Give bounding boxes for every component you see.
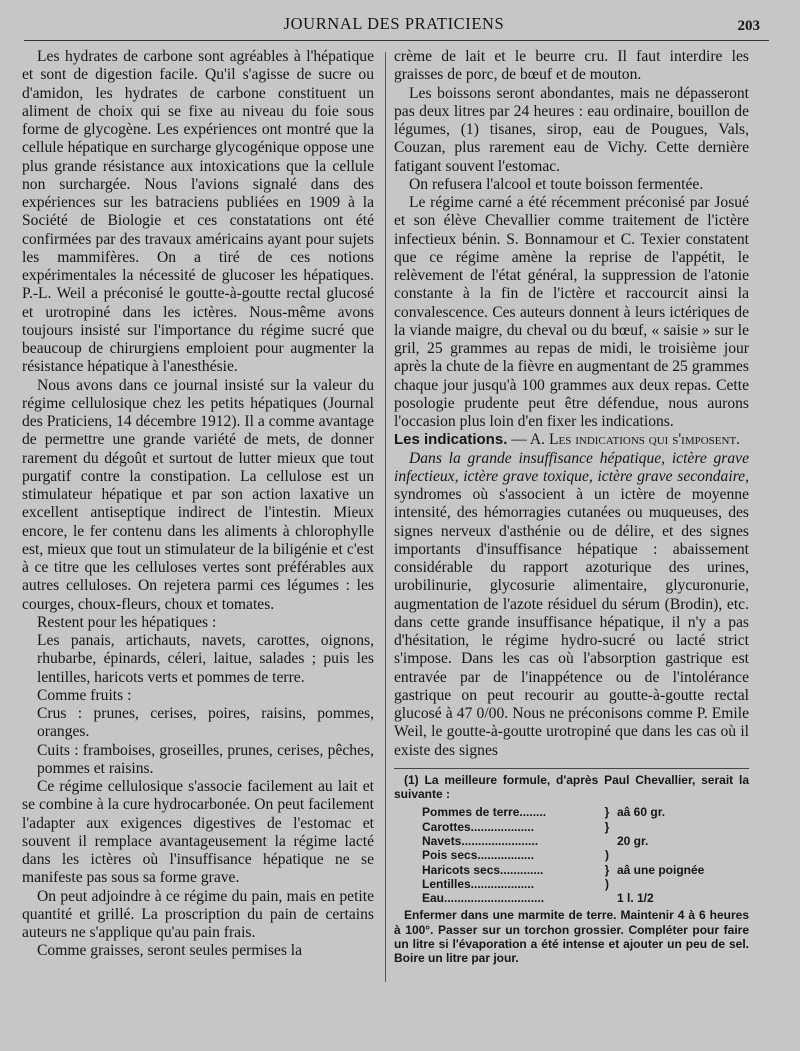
footnote (394, 773, 749, 966)
recipe-ingredient: Navets....................... (422, 833, 539, 848)
paragraph-fruits-crus: Crus : prunes, cerises, poires, raisins, pommes, oranges. (37, 705, 374, 741)
recipe-quantity (617, 877, 712, 891)
recipe-quantity: aâ une poignée (617, 862, 705, 877)
recipe-ingredient: Carottes................... (422, 819, 535, 834)
paragraph-alcool: On refusera l'alcool et toute boisson fermentée. (409, 175, 704, 193)
paragraph-indications (394, 450, 749, 760)
left-column (22, 48, 374, 961)
paragraph-associe-lait: Ce régime cellulosique s'associe facilement au lait et se combine à la cure hydrocarbonée. On peut facilement l'adapter aux exigences digestives de l'estomac et souvent il remplace avantageusement la régime lacté dans les ictères où l'insuffisance hépatique ne se manifeste pas sous sa forme grave. (22, 778, 374, 887)
recipe-table (422, 805, 712, 905)
recipe-brace (597, 891, 617, 905)
paragraph-restent: Restent pour les hépatiques : (37, 613, 217, 631)
recipe-ingredient: Haricots secs............. (422, 862, 544, 877)
recipe-quantity: 20 gr. (617, 833, 649, 848)
column-divider (385, 52, 386, 982)
recipe-brace: } (604, 862, 610, 877)
recipe-row (422, 848, 712, 862)
indications-italic: Dans la grande insuffisance hépatique, ictère grave infectieux, ictère grave toxique, ictère grave secondaire, (394, 449, 749, 485)
header-rule (24, 40, 769, 41)
recipe-row (422, 877, 712, 891)
recipe-brace: } (604, 819, 610, 834)
recipe-row (422, 863, 712, 877)
paragraph-creme-lait: crème de lait et le beurre cru. Il faut interdire les graisses de porc, de bœuf et de mouton. (394, 48, 749, 84)
recipe-row (422, 834, 712, 848)
page-number: 203 (737, 18, 760, 34)
section-heading-lead: Les indications. (394, 431, 508, 449)
recipe-quantity (617, 820, 712, 834)
indications-text: syndromes où s'associent à un ictère de moyenne intensité, des hémorragies cutanées ou muqueuses, des signes nerveux d'asthénie ou de délire, et des signes importants d'insuffisance hépatique : abaissement considérable du rapport azoturique des urines, urobilinurie, glycosurie alimentaire, glycuronurie, augmentation de l'azote résiduel du sérum (Brodin), etc. dans cette grande insuffisance hépatique, il n'y a pas d'hésitation, le régime hydro-sucré ou lacté strict s'impose. Dans les cas où l'absorption gastrique est entravée par de l'inappétence ou de l'intolérance gastrique on peut recourir au goutte-à-goutte rectal glucosé à 47 0/00. Nous ne préconisons comme P. Emile Weil, le goutte-à-goutte urotropiné que dans les cas où il existe des signes (394, 486, 749, 759)
recipe-ingredient: Eau.............................. (422, 891, 545, 906)
footnote-rule (394, 768, 749, 769)
paragraph-fruits-cuits: Cuits : framboises, groseilles, prunes, cerises, pêches, pommes et raisins. (37, 741, 374, 777)
recipe-brace: ) (605, 876, 609, 891)
footnote-instructions: Enfermer dans une marmite de terre. Maintenir 4 à 6 heures à 100°. Passer sur un torchon grossier. Compléter pour faire un litre si l'évaporation a été intense et ajouter un peu de sel. Boire un litre par jour. (394, 908, 749, 966)
paragraph-legumes-list: Les panais, artichauts, navets, carottes, oignons, rhubarbe, épinards, céleri, laitue, salades ; puis les lentilles, haricots verts et pommes de terre. (37, 632, 374, 686)
recipe-quantity (617, 848, 712, 862)
footnote-intro: (1) La meilleure formule, d'après Paul Chevallier, serait la suivante : (394, 772, 749, 802)
journal-title: JOURNAL DES PRATICIENS (283, 14, 505, 33)
paragraph-hydrates-carbone: Les hydrates de carbone sont agréables à l'hépatique et sont de digestion facile. Qu'il s'agisse de sucre ou d'amidon, les hydrates de carbone constituent un aliment de choix qui se fixe au niveau du foie sous forme de glycogène. Les expériences ont montré que la cellule hépatique en surcharge glycogénique oppose une plus grande résistance aux intoxications que la cellule non surchargée. Nous l'avions signalé dans des expériences sur les batraciens publiées en 1909 à la Société de Biologie et ces constatations ont été confirmées par des travaux américains ayant pour sujets les mammifères. On a tiré de ces notions expérimentales la nécessité de glucoser les hépatiques. P.-L. Weil a préconisé le goutte-à-goutte rectal glucosé et urotropiné dans les ictères. Nous-même avons toujours insisté sur l'importance du régime sucré que beaucoup de chirurgiens emploient pour augmenter la résistance hépatique à l'anesthésie. (22, 48, 374, 376)
recipe-brace (597, 834, 617, 848)
recipe-brace: ) (605, 848, 609, 863)
recipe-row (422, 820, 712, 834)
recipe-ingredient: Pois secs................. (422, 848, 535, 863)
recipe-ingredient: Pommes de terre........ (422, 805, 547, 820)
recipe-brace: } (604, 805, 610, 820)
paragraph-regime-carne: Le régime carné a été récemment préconisé par Josué et son élève Chevallier comme traitement de l'ictère infectieux bénin. S. Bonnamour et C. Texier constatent que ce régime amène la reprise de l'appétit, le relèvement de l'état général, la suppression de l'atonie constante à la fin de l'ictère et raccourcit ainsi la convalescence. Ces auteurs donnent à leurs ictériques de la viande maigre, du cheval ou du bœuf, « saisie » sur le gril, 25 grammes au repas de midi, le troisième jour après la chute de la fièvre en augmentant de 25 grammes chaque jour jusqu'à 100 grammes aux deux repas. Cette posologie prudente peut être défendue, nous aurons l'occasion plus loin d'en fixer les indications. (394, 194, 749, 430)
section-heading (394, 431, 749, 449)
right-column (394, 48, 749, 966)
paragraph-pain: On peut adjoindre à ce régime du pain, mais en petite quantité et grillé. La proscription du pain de certains auteurs ne s'applique qu'au pain frais. (22, 887, 374, 941)
recipe-row (422, 891, 712, 905)
recipe-quantity: 1 l. 1/2 (617, 891, 654, 906)
page-header (24, 14, 764, 38)
paragraph-boissons: Les boissons seront abondantes, mais ne dépasseront pas deux litres par 24 heures : eau ordinaire, bouillon de légumes, (1) tisanes, sirop, eau de Pougues, Vals, Couzan, plus rarement eau de Vichy. Cette dernière fatigant souvent l'estomac. (394, 84, 749, 175)
recipe-row (422, 805, 712, 819)
recipe-quantity: aâ 60 gr. (617, 805, 666, 820)
paragraph-comme-fruits: Comme fruits : (37, 686, 132, 704)
paragraph-graisses: Comme graisses, seront seules permises la (37, 942, 303, 960)
section-heading-rest: — A. Les indications qui s'imposent. (511, 431, 741, 449)
recipe-ingredient: Lentilles................... (422, 876, 535, 891)
paragraph-regime-cellulosique: Nous avons dans ce journal insisté sur la valeur du régime cellulosique chez les petits hépatiques (Journal des Praticiens, 14 décembre 1912). Il a comme avantage de permettre une grande variété de mets, de donner rarement du dégoût et surtout de lutter mieux que tout purgatif contre la constipation. La cellulose est un stimulateur hépatique et par son action laxative un excellent antiseptique indirect de l'intestin. Mieux encore, le fer contenu dans les aliments à chlorophylle est, mieux que tout un stimulateur de la biligénie et c'est à ce titre que les celluloses vertes sont préférables aux autres celluloses. On rejetera parmi ces légumes : les courges, choux-fleurs, choux et tomates. (22, 376, 374, 613)
